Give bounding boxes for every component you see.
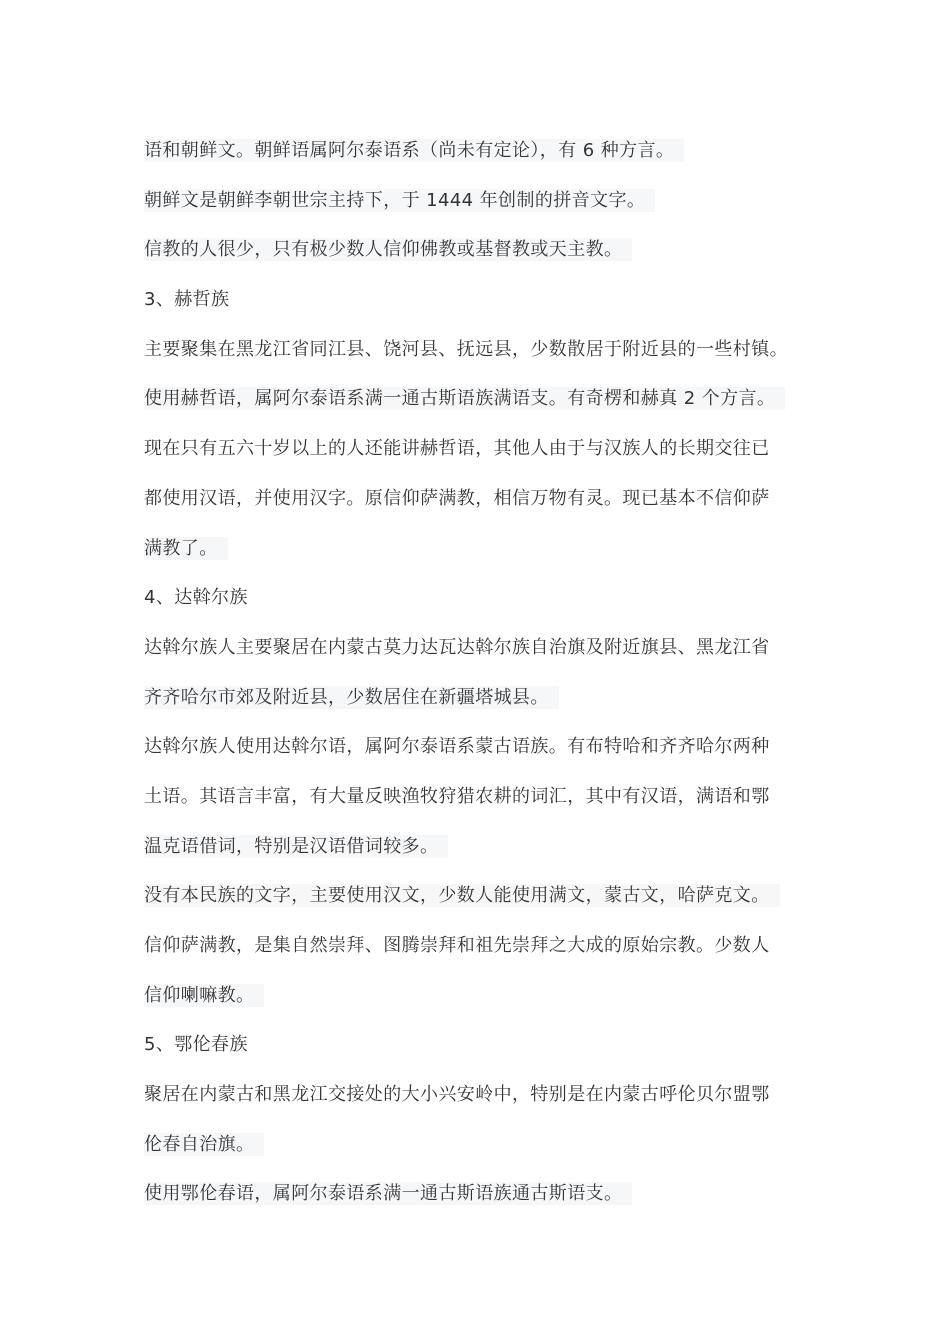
paragraph-line-daur-location-1 — [144, 623, 814, 673]
paragraph-line-daur-script — [144, 871, 814, 921]
heading-text: 5、鄂伦春族 — [144, 1034, 248, 1056]
paragraph-line-korean-religion — [144, 225, 814, 275]
heading-text: 4、达斡尔族 — [144, 587, 248, 609]
paragraph-line-oroqen-location-1 — [144, 1070, 814, 1120]
paragraph-line-hezhe-speakers-1 — [144, 424, 814, 474]
paragraph-line-daur-language-1 — [144, 722, 814, 772]
text-span: 没有本民族的文字，主要使用汉文，少数人能使用满文，蒙古文，哈萨克文。 — [144, 884, 780, 907]
paragraph-line-oroqen-language — [144, 1169, 814, 1219]
section-heading-oroqen — [144, 1020, 814, 1070]
paragraph-line-daur-language-2 — [144, 772, 814, 822]
paragraph-line-hezhe-speakers-3 — [144, 524, 814, 574]
paragraph-line-hezhe-speakers-2 — [144, 474, 814, 524]
text-span: 使用赫哲语，属阿尔泰语系满一通古斯语族满语支。有奇楞和赫真 2 个方言。 — [144, 387, 785, 410]
text-span: 现在只有五六十岁以上的人还能讲赫哲语，其他人由于与汉族人的长期交往已 — [144, 438, 770, 460]
text-span: 信仰萨满教，是集自然崇拜、图腾崇拜和祖先崇拜之大成的原始宗教。少数人 — [144, 935, 770, 956]
text-span: 满教了。 — [144, 537, 228, 560]
paragraph-line-korean-language — [144, 126, 814, 176]
text-span: 都使用汉语，并使用汉字。原信仰萨满教，相信万物有灵。现已基本不信仰萨 — [144, 487, 770, 509]
document-page — [144, 126, 814, 1219]
paragraph-line-daur-language-3 — [144, 822, 814, 872]
paragraph-line-daur-location-2 — [144, 673, 814, 723]
heading-text: 3、赫哲族 — [144, 289, 230, 311]
section-heading-daur — [144, 573, 814, 623]
paragraph-line-daur-religion-2 — [144, 971, 814, 1021]
text-span: 朝鲜文是朝鲜李朝世宗主持下，于 1444 年创制的拼音文字。 — [144, 189, 655, 212]
paragraph-line-hezhe-location — [144, 325, 814, 375]
paragraph-line-daur-religion-1 — [144, 921, 814, 971]
text-span: 达斡尔族人使用达斡尔语，属阿尔泰语系蒙古语族。有布特哈和齐齐哈尔两种 — [144, 736, 770, 758]
paragraph-line-oroqen-location-2 — [144, 1120, 814, 1170]
text-span: 齐齐哈尔市郊及附近县，少数居住在新疆塔城县。 — [144, 686, 559, 709]
text-span: 使用鄂伦春语，属阿尔泰语系满一通古斯语族通古斯语支。 — [144, 1182, 632, 1205]
text-span: 信仰喇嘛教。 — [144, 984, 264, 1007]
text-span: 达斡尔族人主要聚居在内蒙古莫力达瓦达斡尔族自治旗及附近旗县、黑龙江省 — [144, 636, 770, 658]
paragraph-line-hezhe-language — [144, 374, 814, 424]
text-span: 聚居在内蒙古和黑龙江交接处的大小兴安岭中，特别是在内蒙古呼伦贝尔盟鄂 — [144, 1084, 770, 1106]
text-span: 伦春自治旗。 — [144, 1133, 264, 1156]
text-span: 语和朝鲜文。朝鲜语属阿尔泰语系（尚未有定论），有 6 种方言。 — [144, 139, 684, 162]
section-heading-hezhe — [144, 275, 814, 325]
text-span: 信教的人很少，只有极少数人信仰佛教或基督教或天主教。 — [144, 238, 632, 261]
paragraph-line-korean-script — [144, 176, 814, 226]
text-span: 温克语借词，特别是汉语借词较多。 — [144, 835, 448, 858]
text-span: 土语。其语言丰富，有大量反映渔牧狩猎农耕的词汇，其中有汉语，满语和鄂 — [144, 785, 770, 807]
text-span: 主要聚集在黑龙江省同江县、饶河县、抚远县，少数散居于附近县的一些村镇。 — [144, 338, 788, 360]
